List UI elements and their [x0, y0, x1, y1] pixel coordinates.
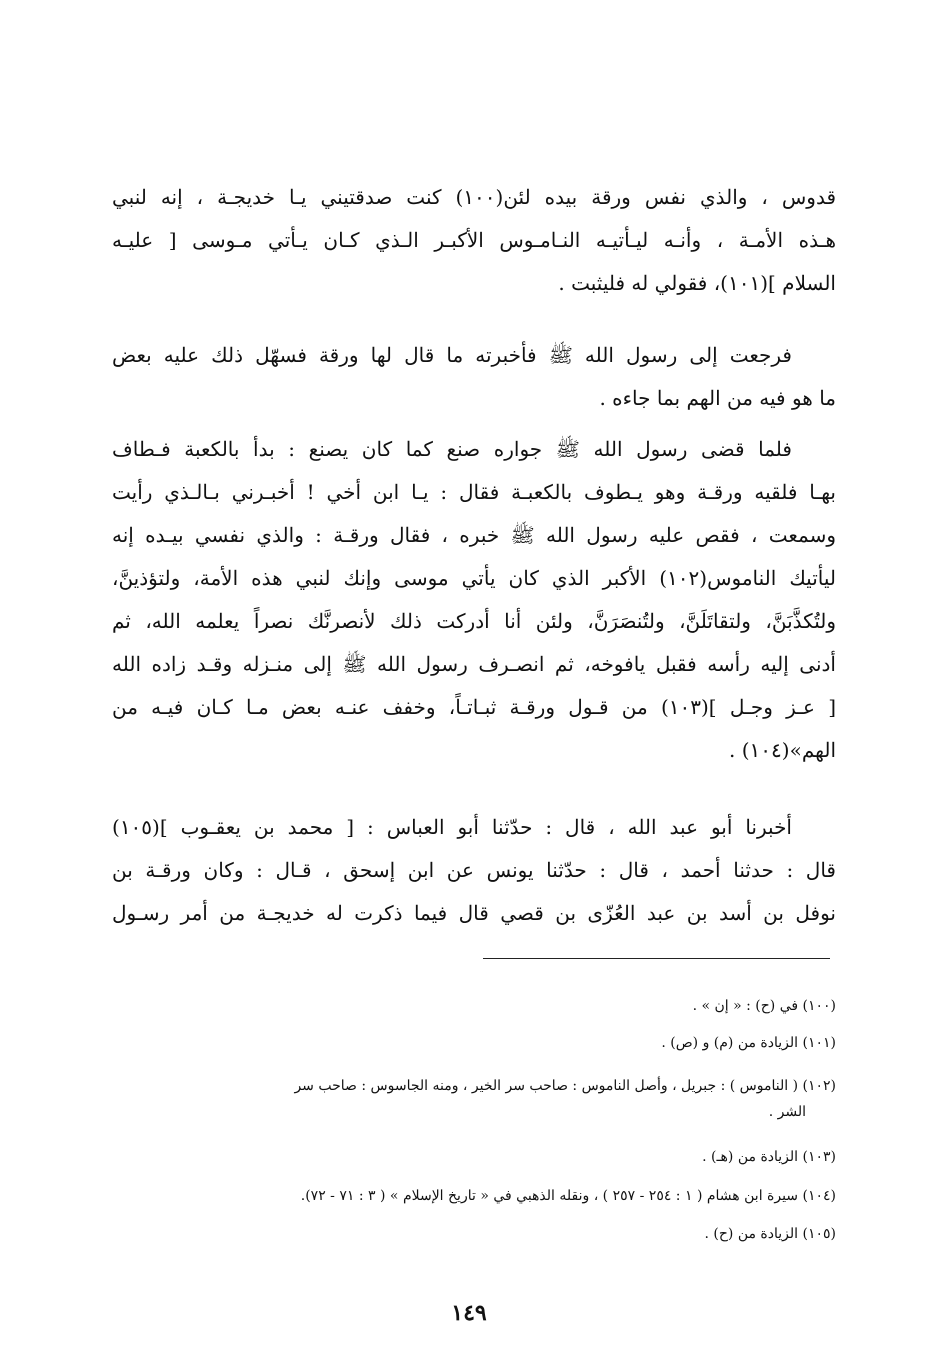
footnote-line: (١٠٠) في (ح) : « إن » .	[692, 998, 836, 1014]
paragraph-1	[112, 176, 836, 305]
text-line: نوفل بن أسد بن عبد العُزّى بن قصي قال فيما ذكرت له خديجـة من أمر رسـول	[112, 901, 836, 925]
text-line: هـذه الأمـة ، وأنـه ليـأتيـه النـامـوس الأكبـر الـذي كـان يـأتي مـوسى [ عليـه	[112, 228, 836, 252]
text-line: فلما قضى رسول الله ﷺ جواره صنع كما كان يصنع : بدأ بالكعبة فـطاف	[112, 437, 792, 461]
text-line: [ عـز وجـل ](١٠٣) من قـول ورقـة ثبـاتـاً، وخفف عنـه بعض مـا كـان فيـه من	[112, 695, 836, 719]
footnote-line: الشر .	[768, 1104, 806, 1120]
text-line: ولتُكذَّبَنَّ، ولتقاتَلَنَّ، ولتُنصَرَنَّ، ولئن أنا أدركت ذلك لأنصرنَّك نصراً يعلمه الله، ثم	[112, 609, 836, 633]
text-line: قدوس ، والذي نفس ورقة بيده لئن(١٠٠) كنت صدقتيني يـا خديجـة ، إنه لنبي	[112, 185, 836, 209]
footnote-105	[112, 1221, 836, 1247]
footnote-line: (١٠٣) الزيادة من (هـ) .	[702, 1149, 836, 1165]
text-line: وسمعت ، فقص عليه رسول الله ﷺ خبره ، فقال ورقـة : والذي نفسي بيـده إنه	[112, 523, 836, 547]
footnote-104	[112, 1183, 836, 1209]
text-line: الهم»(١٠٤) .	[729, 738, 836, 762]
paragraph-4	[112, 806, 836, 935]
footnote-103	[112, 1144, 836, 1170]
text-line: بهـا فلقيه ورقـة وهو يـطوف بالكعبـة فقال : يـا ابن أخي ! أخبـرني بـالـذي رأيت	[112, 480, 836, 504]
footnote-line: (١٠١) الزيادة من (م) و (ص) .	[661, 1035, 836, 1051]
text-line: السلام ](١٠١)، فقولي له فليثبت .	[558, 271, 836, 295]
footnote-separator	[483, 958, 830, 959]
footnote-101	[112, 1030, 836, 1056]
footnote-102	[112, 1073, 836, 1125]
page-number: ١٤٩	[451, 1300, 487, 1326]
footnote-line: (١٠٤) سيرة ابن هشام ( ١ : ٢٥٤ - ٢٥٧ ) ، ونقله الذهبي في « تاريخ الإسلام » ( ٣ : ٧١ - ٧٢).	[300, 1188, 836, 1204]
footnote-100	[112, 993, 836, 1019]
footnote-line: (١٠٥) الزيادة من (ح) .	[704, 1226, 836, 1242]
paragraph-3	[112, 428, 836, 772]
paragraph-2	[112, 334, 836, 420]
text-line: ما هو فيه من الهم بما جاءه .	[599, 386, 836, 410]
text-line: قال : حدثنا أحمد ، قال : حدّثنا يونس عن ابن إسحق ، قـال : وكان ورقـة بن	[112, 858, 836, 882]
text-line: أخبرنا أبو عبد الله ، قال : حدّثنا أبو العباس : [ محمد بن يعقـوب ](١٠٥)	[112, 815, 792, 839]
text-line: ليأتيك الناموس(١٠٢) الأكبر الذي كان يأتي موسى وإنك لنبي هذه الأمة، ولتؤذينَّ،	[112, 566, 836, 590]
text-line: فرجعت إلى رسول الله ﷺ فأخبرته ما قال لها ورقة فسهّل ذلك عليه بعض	[112, 343, 792, 367]
footnote-line: (١٠٢) ( الناموس ) : جبريل ، وأصل الناموس : صاحب سر الخير ، ومنه الجاسوس : صاحب سر	[294, 1078, 836, 1094]
text-line: أدنى إليه رأسه فقبل يافوخه، ثم انصـرف رسول الله ﷺ إلى منـزله وقـد زاده الله	[112, 652, 836, 676]
